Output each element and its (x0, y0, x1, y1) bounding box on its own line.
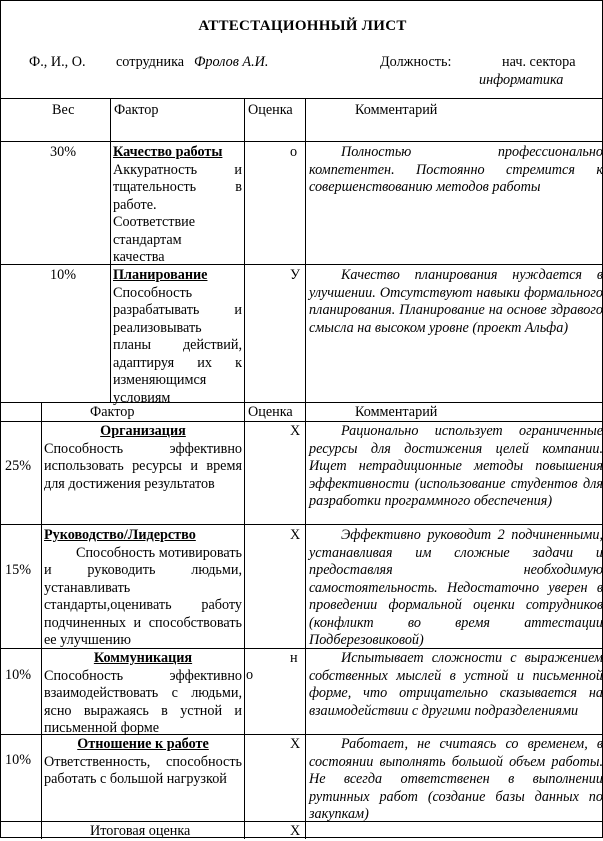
row-weight: 30% (50, 144, 77, 160)
row-factor: Коммуникация Способность эффективно взаимодействовать с людьми, ясно выражаясь в устной и письменной форме (44, 650, 242, 736)
row-weight: 10% (50, 267, 77, 283)
employee-name: Фролов А.И. (194, 54, 269, 70)
factor-title: Планирование (113, 267, 208, 283)
row-rating: У (290, 267, 301, 283)
position-department: информатика (479, 72, 564, 88)
row-factor: Отношение к работе Ответственность, способность работать с большой нагрузкой (44, 736, 242, 787)
position-label: Должность: (380, 54, 452, 70)
row-comment: Эффективно руководит 2 подчиненными, устанавливая им сложные задачи и предоставляя необходимую самостоятельность. Недостаточно уверен в проведении формальной оценки сотрудников (конфликт во время аттестации Подберезовиковой) (309, 527, 603, 648)
factor-title: Руководство/Лидерство (44, 527, 196, 543)
employee-label: сотрудника (116, 54, 185, 70)
total-rating-value: Х (290, 823, 301, 839)
position-value: нач. сектора (502, 54, 576, 70)
factor-title: Отношение к работе (77, 736, 209, 752)
factor-overflow-letter: о (246, 667, 254, 683)
row-factor: Качество работы Аккуратность и тщательность в работе. Соответствие стандартам качества (113, 144, 242, 265)
row-rating: Х (290, 423, 301, 439)
row-weight: 25% (5, 458, 32, 474)
fio-label: Ф., И., О. (29, 54, 86, 70)
column-header-comment: Комментарий (355, 102, 438, 118)
row-weight: 10% (5, 752, 32, 768)
row-factor: Руководство/Лидерство Способность мотивировать и руководить людьми, устанавливать стандарты,оценивать работу подчиненных и способствовать ее улучшению (44, 527, 242, 648)
row-comment: Испытывает сложности с выражением собственных мыслей в устной и письменной форме, что отрицательно сказывается на взаимодействии с другими подразделениями (309, 650, 603, 719)
row-rating: Х (290, 736, 301, 752)
column-header-comment: Комментарий (355, 404, 438, 420)
row-comment: Качество планирования нуждается в улучшении. Отсутствуют навыки формального планирования. Планирование на основе здравого смысла на высоком уровне (проект Альфа) (309, 267, 603, 336)
total-rating-label: Итоговая оценка (90, 823, 191, 839)
row-weight: 10% (5, 667, 32, 683)
row-rating: о (290, 144, 298, 160)
column-header-factor: Фактор (90, 404, 135, 420)
row-weight: 15% (5, 562, 32, 578)
column-header-factor: Фактор (114, 102, 159, 118)
row-rating: н (290, 650, 298, 666)
row-comment: Полностью профессионально компетентен. Постоянно стремится к совершенствованию методов работы (309, 144, 603, 195)
factor-title: Организация (100, 423, 186, 439)
factor-title: Коммуникация (93, 650, 193, 666)
row-factor: Планирование Способность разрабатывать и реализовывать планы действий, адаптируя их к изменяющимся условиям (113, 267, 242, 406)
column-header-rating: Оценка (248, 404, 293, 420)
row-comment: Рационально использует ограниченные ресурсы для достижения целей компании. Ищет нетрадиционные методы повышения эффективности (использование студентов для разработки программного обеспечения) (309, 423, 603, 509)
row-factor: Организация Способность эффективно использовать ресурсы и время для достижения результатов (44, 423, 242, 492)
column-header-weight: Вес (52, 102, 75, 118)
factor-title: Качество работы (113, 144, 223, 160)
row-rating: Х (290, 527, 301, 543)
document-title: АТТЕСТАЦИОННЫЙ ЛИСТ (198, 18, 407, 34)
column-header-rating: Оценка (248, 102, 293, 118)
row-comment: Работает, не считаясь со временем, в состоянии выполнять большой объем работы. Не всегда ответственен в выполнении рутинных работ (создание базы данных по закупкам) (309, 736, 603, 822)
